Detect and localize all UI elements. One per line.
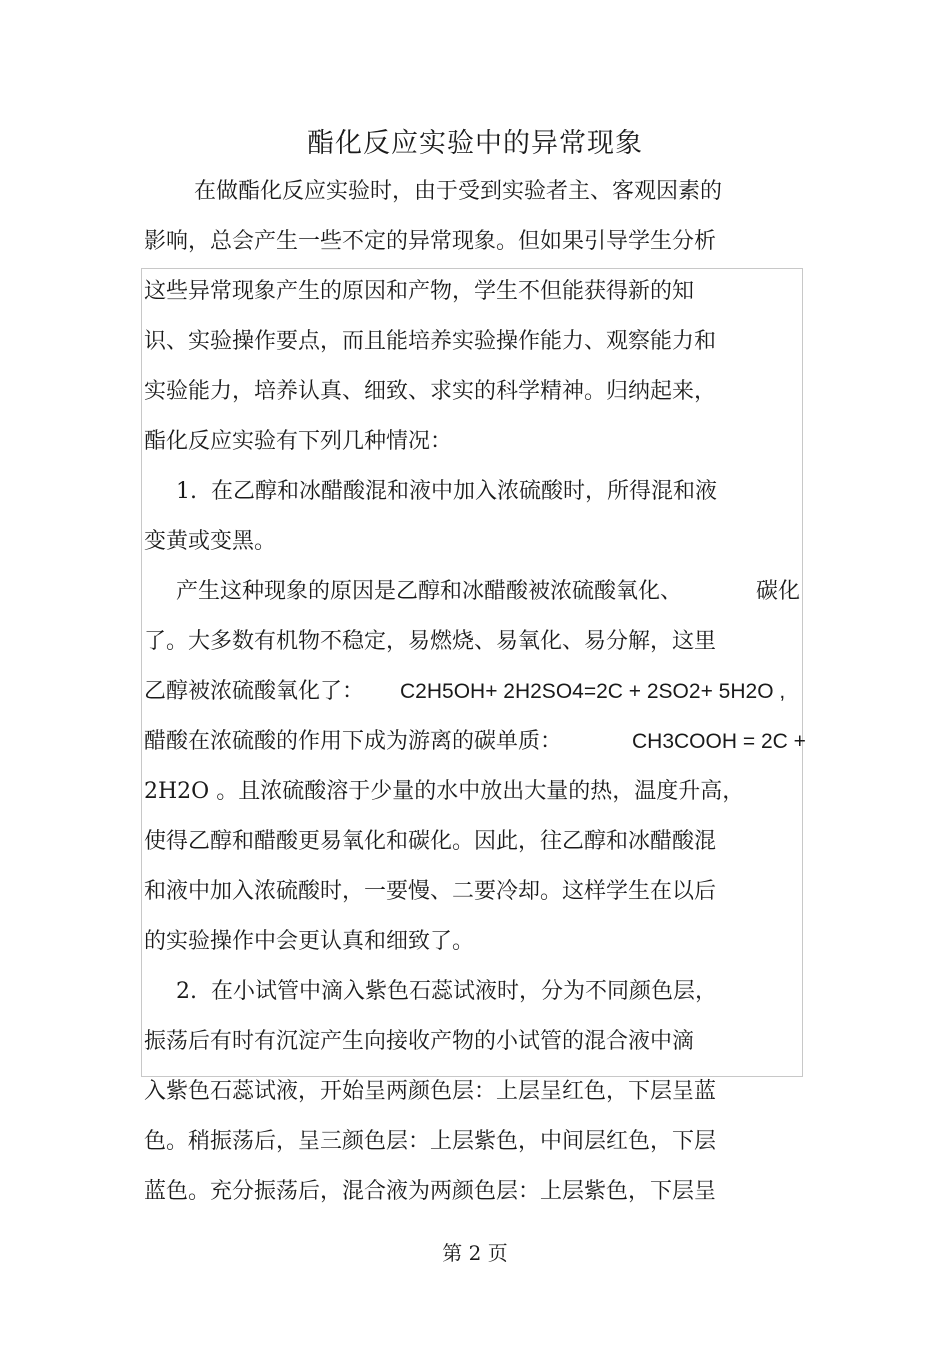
paragraph-line: 醋酸在浓硫酸的作用下成为游离的碳单质：	[144, 729, 563, 754]
paragraph-line: 乙醇被浓硫酸氧化了：	[144, 679, 365, 704]
page-number: 第 2 页	[442, 1241, 508, 1265]
paragraph-line: 实验能力，培养认真、细致、求实的科学精神。归纳起来，	[144, 379, 717, 404]
paragraph-line: 酯化反应实验有下列几种情况：	[144, 429, 453, 454]
paragraph-line: 变黄或变黑。	[144, 529, 277, 554]
paragraph-line: 和液中加入浓硫酸时，一要慢、二要冷却。这样学生在以后	[144, 879, 717, 904]
paragraph-line: 影响，总会产生一些不定的异常现象。但如果引导学生分析	[144, 229, 717, 254]
paragraph-line: 2H2O 。且浓硫酸溶于少量的水中放出大量的热，温度升高，	[144, 779, 745, 804]
paragraph-line: 使得乙醇和醋酸更易氧化和碳化。因此，往乙醇和冰醋酸混	[144, 829, 717, 854]
chemical-equation-ethanol: C2H5OH+ 2H2SO4=2C + 2SO2+ 5H2O ,	[400, 680, 786, 703]
paragraph-line: 的实验操作中会更认真和细致了。	[144, 929, 475, 954]
paragraph-line: 色。稍振荡后，呈三颜色层：上层紫色，中间层红色，下层	[144, 1129, 717, 1154]
paragraph-line: 蓝色。充分振荡后，混合液为两颜色层：上层紫色，下层呈	[144, 1179, 717, 1204]
paragraph-line: 入紫色石蕊试液，开始呈两颜色层：上层呈红色，下层呈蓝	[144, 1079, 717, 1104]
paragraph-line: 这些异常现象产生的原因和产物，学生不但能获得新的知	[144, 279, 695, 304]
list-item-1: 1. 在乙醇和冰醋酸混和液中加入浓硫酸时，所得混和液	[176, 479, 717, 504]
paragraph-line: 了。大多数有机物不稳定，易燃烧、易氧化、易分解，这里	[144, 629, 717, 654]
paragraph-line: 振荡后有时有沉淀产生向接收产物的小试管的混合液中滴	[144, 1029, 695, 1054]
paragraph-line: 产生这种现象的原因是乙醇和冰醋酸被浓硫酸氧化、	[176, 579, 683, 604]
paragraph-line: 在做酯化反应实验时，由于受到实验者主、客观因素的	[194, 179, 723, 204]
list-item-2: 2. 在小试管中滴入紫色石蕊试液时，分为不同颜色层，	[176, 979, 717, 1004]
paragraph-line-tail: 碳化	[756, 579, 801, 604]
chemical-equation-acetic-acid: CH3COOH = 2C +	[632, 730, 806, 753]
paragraph-line: 识、实验操作要点，而且能培养实验操作能力、观察能力和	[144, 329, 717, 354]
document-title: 酯化反应实验中的异常现象	[307, 128, 643, 159]
